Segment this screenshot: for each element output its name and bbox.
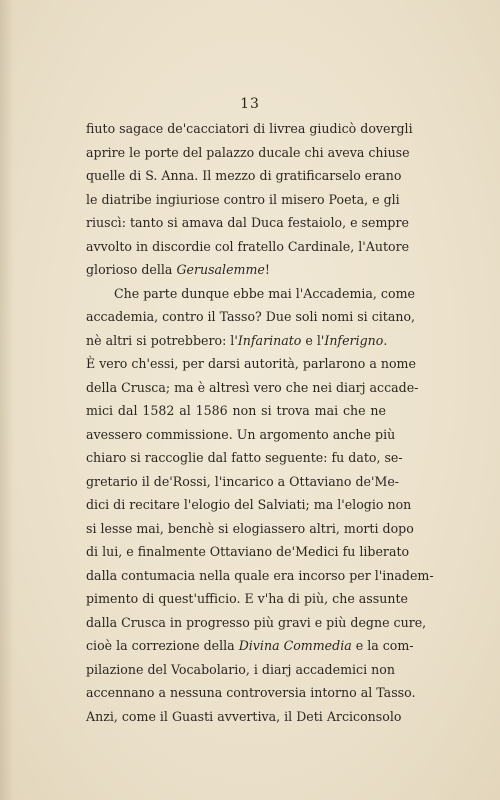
text-segment: e l' — [301, 332, 325, 348]
text-segment: dici di recitare l'elogio del Salviati; ma l'elogio non — [86, 497, 412, 512]
text-line — [86, 236, 410, 258]
text-line — [86, 353, 416, 375]
text-line — [86, 330, 386, 352]
italic-segment: Divina Commedia — [238, 638, 352, 653]
text-line — [86, 424, 396, 446]
text-segment: glorioso della — [86, 262, 177, 277]
text-line — [86, 494, 412, 516]
text-line — [86, 541, 410, 563]
text-segment: Anzi, come il Guasti avvertiva, il Deti Arciconsolo — [86, 708, 402, 724]
text-line — [86, 471, 400, 493]
text-line — [86, 165, 402, 187]
text-segment: Che parte dunque ebbe mai l'Accademia, come — [114, 285, 415, 301]
text-line — [86, 635, 414, 657]
text-segment: della Crusca; ma è altresì vero che nei diarj accade- — [86, 379, 419, 395]
page-number: 13 — [240, 96, 260, 112]
text-line — [86, 682, 416, 704]
text-segment: fiuto sagace de'cacciatori di livrea giudicò dovergli — [86, 121, 413, 136]
italic-segment: Gerusalemme — [176, 262, 265, 277]
text-line — [86, 259, 386, 281]
italic-segment: Infarinato — [237, 332, 302, 348]
text-segment: gretario il de'Rossi, l'incarico a Ottaviano de'Me- — [86, 473, 400, 489]
text-line — [86, 447, 403, 469]
text-segment: dalla contumacia nella quale era incorso per l'inadem- — [86, 567, 434, 583]
text-segment: e la com- — [351, 638, 414, 653]
text-segment: pimento di quest'ufficio. E v'ha di più, che assunte — [86, 591, 408, 606]
text-line — [86, 612, 427, 634]
text-segment: ! — [264, 262, 270, 277]
text-line — [86, 659, 395, 681]
text-segment: nè altri si potrebbero: l' — [86, 332, 238, 348]
text-segment: mici dal 1582 al 1586 non si trova mai che ne — [86, 403, 386, 418]
text-segment: dalla Crusca in progresso più gravi e più degne cure, — [86, 614, 427, 630]
text-segment: accademia, contro il Tasso? Due soli nomi si citano, — [86, 309, 416, 324]
text-segment: accennano a nessuna controversia intorno al Tasso. — [86, 685, 416, 700]
text-segment: riuscì: tanto si amava dal Duca festaiolo, e sempre — [86, 215, 409, 230]
text-line — [86, 189, 400, 211]
text-segment: . — [383, 332, 388, 348]
text-line — [86, 588, 408, 610]
text-segment: È vero ch'essi, per darsi autorità, parlarono a nome — [86, 356, 416, 371]
text-segment: aprire le porte del palazzo ducale chi aveva chiuse — [86, 144, 410, 160]
text-line — [86, 565, 434, 587]
text-line — [86, 212, 409, 234]
text-line — [86, 377, 419, 399]
text-segment: le diatribe ingiuriose contro il misero Poeta, e gli — [86, 191, 400, 207]
italic-segment: Inferigno — [324, 332, 384, 348]
text-line — [86, 706, 402, 728]
text-line — [86, 118, 413, 140]
text-line — [86, 283, 415, 305]
text-segment: quelle di S. Anna. Il mezzo di gratificarselo erano — [86, 168, 402, 183]
text-line — [86, 400, 386, 422]
text-line — [86, 518, 414, 540]
text-line — [86, 306, 416, 328]
text-segment: cioè la correzione della — [86, 638, 239, 653]
text-line — [86, 142, 410, 164]
text-segment: si lesse mai, benchè si elogiassero altri, morti dopo — [86, 520, 414, 536]
spine-shadow — [0, 0, 14, 800]
text-segment: chiaro si raccoglie dal fatto seguente: fu dato, se- — [86, 450, 403, 465]
text-segment: avessero commissione. Un argomento anche più — [86, 426, 396, 442]
text-segment: avvolto in discordie col fratello Cardinale, l'Autore — [86, 238, 410, 254]
text-segment: di lui, e finalmente Ottaviano de'Medici fu liberato — [86, 544, 410, 559]
text-segment: pilazione del Vocabolario, i diarj accademici non — [86, 661, 395, 677]
